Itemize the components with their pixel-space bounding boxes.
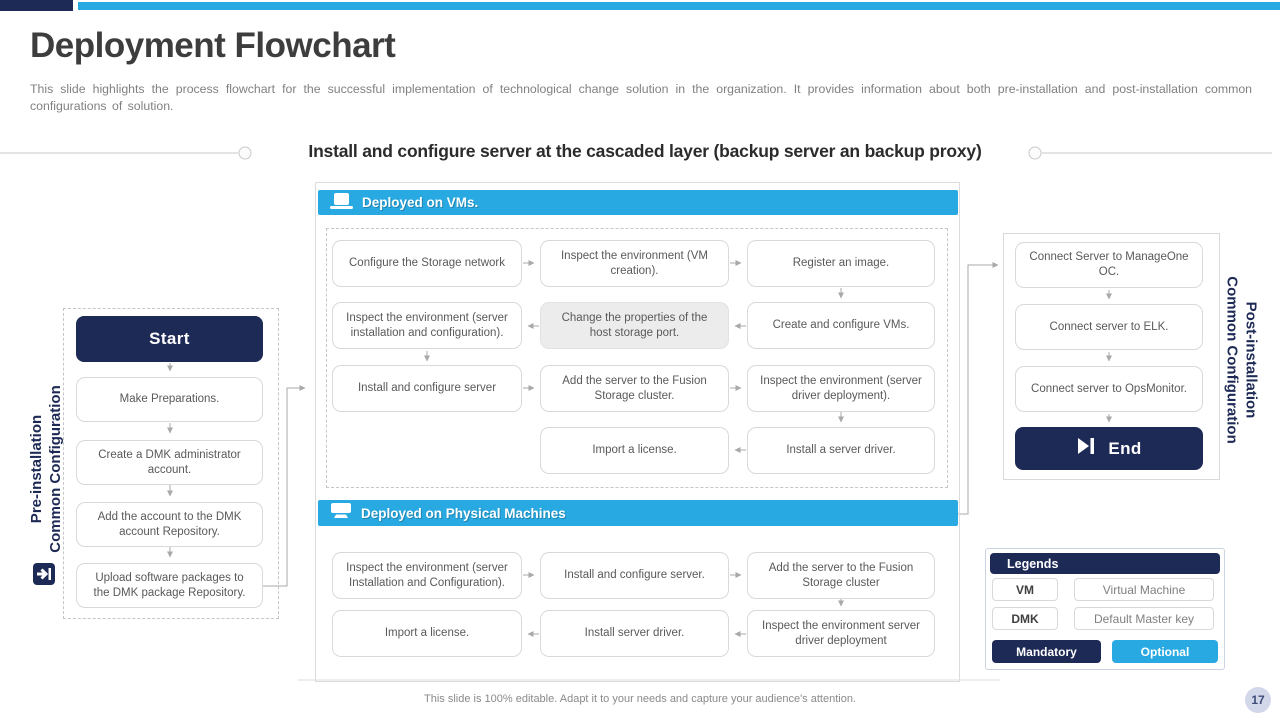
slide-subtitle: This slide highlights the process flowchart for the successful implementation of technological change solution in the organization. It provides information about both pre-installation and post-installation common configurations of solution. <box>30 82 1252 113</box>
desktop-icon <box>330 503 352 523</box>
flow-step[interactable]: Add the account to the DMK account Repository. <box>76 502 263 547</box>
flow-step[interactable]: Inspect the environment server driver deployment <box>747 610 935 657</box>
legend-mandatory-pill[interactable]: Mandatory <box>992 640 1101 663</box>
flow-step[interactable]: Create and configure VMs. <box>747 302 935 349</box>
start-button[interactable] <box>76 316 263 362</box>
end-label: End <box>1108 438 1142 458</box>
post-label-line2: Common Configuration <box>1223 276 1241 444</box>
top-bar-navy <box>0 0 73 11</box>
skip-end-icon <box>1076 437 1096 460</box>
page-title: Deployment Flowchart <box>30 26 396 65</box>
post-install-side-label <box>1222 278 1260 443</box>
page-number-badge: 17 <box>1245 687 1271 713</box>
post-label-line1: Post-installation <box>1242 301 1260 419</box>
flow-step[interactable]: Add the server to the Fusion Storage cluster. <box>540 365 729 412</box>
legend-value: Default Master key <box>1074 607 1214 630</box>
flow-step[interactable]: Install server driver. <box>540 610 729 657</box>
end-button[interactable] <box>1015 427 1203 470</box>
flow-step[interactable]: Configure the Storage network <box>332 240 522 287</box>
flow-step[interactable]: Install and configure server <box>332 365 522 412</box>
vm-header-label: Deployed on VMs. <box>362 195 479 210</box>
flow-step[interactable]: Connect server to OpsMonitor. <box>1015 366 1203 412</box>
flow-step[interactable]: Import a license. <box>540 427 729 474</box>
legend-key: DMK <box>992 607 1058 630</box>
pm-section-header[interactable] <box>318 500 958 526</box>
flow-step[interactable]: Upload software packages to the DMK package Repository. <box>76 563 263 608</box>
pre-label-line2: Common Configuration <box>47 385 64 553</box>
vm-section-header[interactable] <box>318 190 958 215</box>
flow-step[interactable]: Add the server to the Fusion Storage cluster <box>747 552 935 599</box>
footer-note: This slide is 100% editable. Adapt it to your needs and capture your audience's attention. <box>424 693 856 705</box>
flow-step[interactable]: Register an image. <box>747 240 935 287</box>
pm-header-label: Deployed on Physical Machines <box>361 505 566 521</box>
flow-step[interactable]: Import a license. <box>332 610 522 657</box>
laptop-icon <box>330 193 353 213</box>
flow-step[interactable]: Inspect the environment (server Installation and Configuration). <box>332 552 522 599</box>
flow-step[interactable]: Inspect the environment (server driver deployment). <box>747 365 935 412</box>
download-icon <box>33 563 61 585</box>
pre-install-side-label <box>27 370 67 600</box>
pre-label-line1: Pre-installation <box>28 414 46 524</box>
flow-step[interactable]: Inspect the environment (VM creation). <box>540 240 729 287</box>
flow-step[interactable]: Connect server to ELK. <box>1015 304 1203 350</box>
flow-step[interactable]: Install a server driver. <box>747 427 935 474</box>
start-label: Start <box>149 329 190 348</box>
flow-step[interactable]: Inspect the environment (server installation and configuration). <box>332 302 522 349</box>
top-bar-cyan <box>78 2 1280 10</box>
flow-step[interactable]: Create a DMK administrator account. <box>76 440 263 485</box>
flow-step[interactable]: Make Preparations. <box>76 377 263 422</box>
legend-key: VM <box>992 578 1058 601</box>
legend-optional-pill[interactable]: Optional <box>1112 640 1218 663</box>
section-header: Install and configure server at the cascaded layer (backup server an backup proxy) <box>308 141 982 161</box>
flow-step[interactable]: Connect Server to ManageOne OC. <box>1015 242 1203 288</box>
flow-step[interactable]: Install and configure server. <box>540 552 729 599</box>
legend-value: Virtual Machine <box>1074 578 1214 601</box>
legend-title: Legends <box>990 553 1220 574</box>
flow-step[interactable]: Change the properties of the host storage port. <box>540 302 729 349</box>
legend-panel <box>985 548 1225 670</box>
